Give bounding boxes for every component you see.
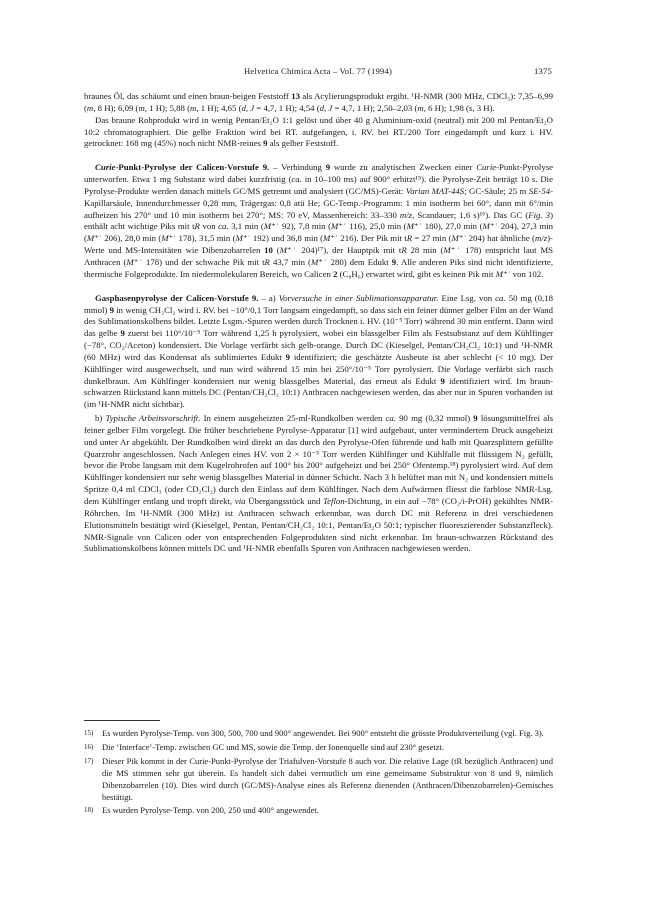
text-run: Curie — [95, 162, 116, 173]
text-run: -Punkt-Pyrolyse der Triafulven-Vorstufe — [208, 755, 349, 766]
text-run: M — [495, 268, 503, 279]
text-run: Das braune Rohprodukt wird in wenig Pentan/Et₂O 1:1 gelöst und über 40 g Aluminium-oxid (neutral) mit 200 ml Pentan/Et₂O 10:2 chromatographiert. Die gelbe Fraktion wird bei RT. aufgefangen, i. RV. bei RT./200 Torr eingedampft und kurz i. HV. getrocknet: 168 mg (45%) noch nicht NMR-reines — [84, 114, 553, 149]
footnote-marker: 17) — [84, 756, 94, 765]
text-run: ca. — [218, 221, 229, 232]
text-run: , 3 H). — [472, 102, 495, 113]
text-run: Curie — [476, 162, 497, 173]
text-run: (C₈H₆) erwartet wird, gibt es keinen Pik mit — [337, 268, 496, 279]
text-run: ca. — [291, 174, 302, 185]
text-run: , nämlich Dibenzobarrelen ( — [102, 767, 553, 790]
text-run: 10 — [164, 779, 174, 790]
footnote — [84, 728, 553, 740]
text-run: 9 — [263, 138, 268, 149]
text-run: – a) — [258, 292, 279, 303]
text-run: Eine Lsg. von — [438, 292, 496, 303]
text-run: ⁺˙ von 102. — [502, 268, 544, 279]
text-run: 2 — [333, 268, 338, 279]
footnote-text — [102, 805, 319, 815]
text-run: ) enthält acht wichtige Piks mit t — [84, 209, 553, 232]
text-run: Fig. 3 — [518, 728, 539, 738]
text-run: 9 — [109, 304, 114, 315]
text-run: 9 — [440, 375, 445, 386]
text-run: 8 — [348, 755, 353, 766]
text-run: 13 — [291, 91, 300, 101]
text-run: via — [234, 496, 246, 506]
text-run: M — [443, 245, 451, 256]
footnote-marker: 18) — [84, 806, 94, 815]
text-run: Fig. 3 — [528, 209, 551, 220]
text-run: 50 mg (0,18 mmol) — [84, 292, 553, 315]
text-run: 10 — [264, 245, 273, 256]
text-run: ⁺˙ 178) und der schwache Pik mit t — [133, 256, 265, 267]
text-run: lösungsmittelfrei als feiner gelber Film vorgelegt. Die früher beschriebene Pyrolyse-Apparatur [1] wird aufgebaut, unter vermindertem Druck ausgeheizt und unter Ar abgekühlt. Der Rundkolben wird direkt an das durch den Pyrolyse-Ofen führende und halb mit Quarzsplittern gefüllte Quarzrohr angeschlossen. Nach Anlegen eines HV. von 2 × 10⁻⁵ Torr werden Kühlfinger und Kühlfalle mit flüssigem N₂ gefüllt, bevor die Probe langsam mit dem Kugelrohrofen auf 100° bis 200° aufgeheizt und bei 250° Ofentemp.¹⁸) pyrolysiert wird. Auf dem Kühlfinger kondensiert nur sehr wenig blassgelbes Material in dünner Schicht. Nach 3 h belüftet man mit N₂ und kondensiert mittels Spritze 0,4 ml CDCl₃ (oder CD₂Cl₂) durch den Einlass auf dem Kühlfinger. Nach dem Aufwärmen fliesst die farblose NMR-Lsg. dem Kühlfinger entlang und tropft direkt, — [84, 413, 553, 506]
paragraph-typical-procedure — [84, 413, 553, 555]
text-run: . Alle anderen Piks sind nicht identifizierte, thermische Folgeprodukte. Im niedermolekularen Bereich, wo Calicen — [84, 256, 554, 279]
text-run: m — [86, 102, 94, 113]
text-run: d, J — [319, 102, 333, 113]
text-run: von — [199, 221, 219, 232]
text-run: R — [406, 233, 413, 244]
footnote-text — [102, 756, 553, 802]
text-run: , 1 H); 5,88 ( — [144, 102, 190, 113]
text-run: identifiziert; die geschätzte Ausbeute ist aber schlecht (< 10 mg). Der Kühlfinger wird ausgewechselt, und nun wird während 15 min bei 250°/10⁻⁵ Torr pyrolysiert. Die Vorlage verfärbt sich rasch dunkelbraun. Am Kühlfinger kondensiert nur wenig blassgelbes Material, das erneut als Edukt — [84, 351, 553, 386]
text-run: , 1 H); 4,65 ( — [196, 102, 242, 113]
text-run: R — [264, 256, 270, 267]
text-run: in 10–100 ms) auf 900° erhitzt¹⁵). die Pyrolyse-Zeit beträgt 10 s. Die Pyrolyse-Produkte werden danach mittels GC/MS getrennt und analysiert (GC/MS)-Gerät: — [84, 174, 553, 196]
text-run: , Scandauer; 1,6 s)¹⁶). Das GC ( — [412, 209, 529, 220]
text-run: ⁺˙ 192) und 36,8 min ( — [242, 233, 324, 244]
text-run: ⁺˙ 178) entspricht laut MS Anthracen ( — [84, 245, 553, 267]
text-run: M — [406, 221, 414, 232]
text-run: m — [138, 102, 145, 113]
text-run: ⁺˙ 216). Der Pik mit t — [330, 233, 407, 244]
footnote-marker: 16) — [84, 742, 94, 751]
text-run: = 27 min ( — [412, 233, 452, 244]
text-run: m/z — [534, 233, 548, 244]
text-run: identifiziert wird. Im braun-schwarzen Rückstand kann mittels DC (Pentan/CH₂Cl₂ 10:1) Anthracen nachgewiesen werden, das aber nur in Spuren vorhanden ist (im ¹H-NMR nicht sichtbar). — [84, 375, 553, 410]
text-run: Vorversuche in einer Sublimationsapparatur. — [278, 292, 439, 303]
text-run: b) — [95, 413, 106, 424]
text-run: 9 — [120, 328, 125, 339]
text-run: Dieser Pik kommt in der — [102, 755, 190, 766]
text-run: m — [189, 102, 197, 113]
text-run: ). Dies wird durch (GC/MS)-Analyse eines als Referenz dienenden (Anthracen/Dibenzobarrelen)-Gemisches bestätigt. — [102, 779, 554, 802]
text-run: 90 mg (0,32 mmol) — [396, 413, 474, 424]
text-run: R — [194, 221, 200, 232]
text-run: Es wurden Pyrolyse-Temp. von 200, 250 und 400° angewendet. — [102, 805, 319, 816]
text-run: M — [482, 221, 490, 232]
page-number: 1375 — [534, 66, 552, 76]
section-gas-phase-pyrolysis — [84, 293, 553, 411]
text-run: ( — [272, 245, 280, 256]
journal-title: Helvetica Chimica Acta – Vol. 77 (1994) — [243, 66, 393, 76]
footnote-text — [102, 728, 544, 738]
text-run: ⁺˙ 204), 27,3 min ( — [84, 221, 553, 244]
footnote-marker: 15) — [84, 729, 94, 737]
footnote — [84, 742, 553, 754]
text-run: -Punkt-Pyrolyse der Calicen-Vorstufe 9. — [115, 162, 270, 173]
text-run: Es wurden Pyrolyse-Temp. von 300, 500, 700 und 900° angewendet. Bei 900° entsteht die grösste Produktverteilung (vgl. — [102, 728, 519, 738]
text-run: m — [417, 102, 424, 113]
text-run: – Verbindung — [269, 162, 326, 173]
text-run: ⁺˙ 280) dem Edukt — [318, 256, 392, 267]
footnotes — [84, 728, 553, 819]
footnote — [84, 805, 553, 817]
text-run: , 6 H); 1,98 ( — [423, 102, 469, 113]
text-run: -Dichtung, in ein auf −78° (CO₂/i-PrOH) gekühltes NMR-Röhrchen. Im ¹H-NMR (300 MHz) ist Anthracen schwach erkennbar, was durch DC mit Referenz in drei verschiedenen Elutionsmitteln bestätigt wird (Kieselgel, Pentan, Pentan/CH₂Cl₂ 10:1, Pentan/Et₂O 50:1; typischer fluoreszierender Substanzfleck). NMR-Signale von Calicen oder von entsprechenden Folgeprodukten sind nicht erkennbar. Im braun-schwarzen Rückstand des Sublimationskolbens können mittels DC und ¹H-NMR ebenfalls Spuren von Anthracen nachgewiesen werden. — [84, 496, 553, 554]
article-body — [84, 91, 553, 555]
text-run: bezüglich Anthracen) und die MS stimmen sehr gut überein. Es handelt sich dabei vermutlich um eine gemeinsame Substruktur von — [102, 755, 554, 778]
text-run: M — [263, 221, 272, 232]
text-run: Gasphasenpyrolyse der Calicen-Vorstufe 9. — [95, 292, 259, 303]
text-run: SE-54 — [528, 185, 551, 196]
text-run: Varian MAT-44S — [405, 185, 465, 196]
text-run: 8 — [490, 767, 495, 778]
footnote-text — [102, 742, 444, 752]
text-run: ⁺˙ 178), 31,5 min ( — [168, 233, 236, 244]
footnote-separator — [84, 720, 160, 721]
section-curie-point-pyrolysis — [84, 162, 553, 280]
text-run: M — [451, 233, 459, 244]
text-run: M — [310, 256, 319, 267]
text-run: ; GC-Säule; 25 m — [464, 185, 529, 196]
text-run: ). — [538, 728, 544, 738]
text-run: wurde zu analytischen Zwecken einer — [330, 162, 477, 173]
text-run: Typische Arbeitsvorschrift. — [105, 413, 201, 424]
text-run: als gelber Feststoff. — [267, 138, 339, 149]
text-run: in wenig CH₂Cl₂ wird i. RV. bei −10°/0,1 Torr langsam eingedampft, so dass sich ein feiner dünner gelber Film an der Wand des Sublimationskolbens bildet. Letzte Lsgm.-Spuren werden durch Trocknen i. HV. (10⁻⁵ Torr) während 30 min entfernt. Dann wird das gelbe — [84, 304, 553, 339]
text-run: Curie — [189, 755, 209, 766]
text-run: = 4,7, 1 H); 4,54 ( — [254, 102, 320, 113]
text-run: 9 — [391, 256, 397, 267]
text-run: und — [494, 767, 516, 778]
footnote — [84, 756, 553, 804]
text-run: 9 — [285, 351, 291, 362]
text-run: , 8 H); 6,09 ( — [93, 102, 139, 113]
text-run: M — [86, 233, 95, 244]
text-run: ⁺˙ 204) hat ähnliche ( — [458, 233, 535, 244]
text-run: ⁺˙ 204)¹⁷), der Hauptpik mit t — [286, 245, 402, 256]
text-run: M — [330, 221, 339, 232]
text-run: M — [161, 233, 169, 244]
text-run: M — [323, 233, 331, 244]
text-run: In einem ausgeheizten 25-ml-Rundkolben werden — [200, 413, 386, 424]
text-run: -Kapillarsäule, Innendurchmesser 0,28 mm, Trägergas: 0,8 atü He; GC-Temp.-Programm: 1 min isotherm bei 60°, dann mit 6°/min aufheizen bis 270° und 10 min isotherm bei 270°; MS: 70 eV, Massenbereich: 33–330 — [84, 185, 553, 220]
text-run: 43,7 min ( — [269, 256, 311, 267]
text-run: M — [126, 256, 134, 267]
text-run: M — [235, 233, 243, 244]
text-run: R — [401, 245, 407, 256]
text-run: ⁺˙ 206), 28,0 min ( — [94, 233, 162, 244]
text-run: auch vor. Die relative Lage (t — [352, 755, 457, 766]
text-run: ⁺˙ 92), 7,8 min ( — [271, 221, 331, 232]
text-run: 9 — [515, 767, 520, 778]
text-run: 9 — [473, 413, 478, 424]
text-run: -Punkt-Pyrolyse unterworfen. Etwa 1 mg Substanz wird dabei kurzfristig ( — [84, 162, 554, 185]
text-run: d, J — [241, 102, 255, 113]
text-run: m/z — [399, 209, 413, 220]
text-run: 3,1 min ( — [228, 221, 264, 232]
text-run: M — [279, 245, 287, 256]
text-run: 9 — [325, 162, 331, 173]
text-run: = 4,7, 1 H); 2,50–2,03 ( — [332, 102, 418, 113]
text-run: R — [456, 755, 463, 766]
text-run: zuerst bei 110°/10⁻⁵ Torr während 1,25 h pyrolysiert, wobei ein blassgelber Film als Festsubstanz auf dem Kühlfinger (−78°, CO₂/Aceton) kondensiert. Die Vorlage verfärbt sich gelb-orange. Durch DC (Kieselgel, Pentan/CH₂Cl₂ 10:1) und ¹H-NMR (60 MHz) wird das Kondensat als sublimiertes Edukt — [84, 328, 553, 362]
text-run: Übergangsstück und — [245, 496, 324, 506]
text-run: ca. — [495, 292, 506, 303]
text-run: braunes Öl, das schäumt und einen braun-beigen Feststoff — [84, 91, 292, 101]
text-run: ⁺˙ 116), 25,0 min ( — [338, 221, 407, 232]
text-run: als Acylierungsprodukt ergibt. ¹H-NMR (300 MHz, CDCl₃): 7,35–6,99 ( — [84, 91, 553, 113]
text-run: Teflon — [323, 496, 345, 506]
text-run: s — [468, 102, 473, 113]
text-run: ca. — [385, 413, 396, 424]
running-header — [84, 66, 552, 80]
text-run: Die ‘Interface’-Temp. zwischen GC und MS, sowie die Temp. der Ionenquelle sind auf 230° gesetzt. — [102, 741, 444, 752]
paragraph-nmr-data — [84, 91, 553, 115]
text-run: ⁺˙ 180), 27,0 min ( — [413, 221, 483, 232]
text-run: )-Werte und MS-Intensitäten wie Dibenzobarrelen — [84, 233, 553, 256]
text-run: 28 min ( — [406, 245, 444, 256]
paragraph-chromatography — [84, 115, 553, 151]
